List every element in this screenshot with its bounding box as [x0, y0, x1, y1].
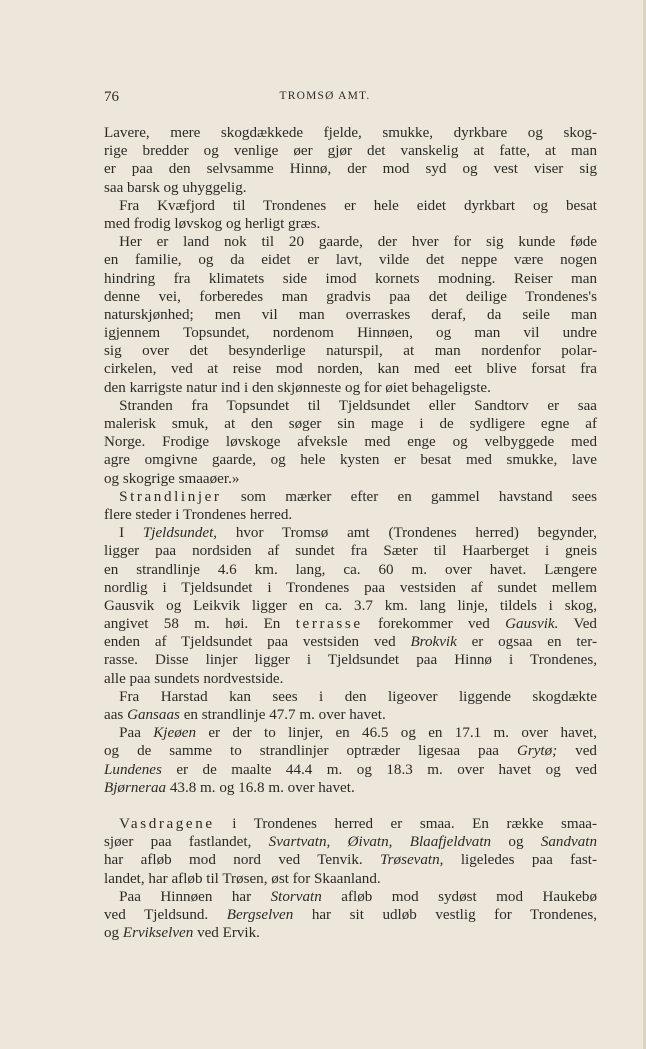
text-line: Paa Hinnøen har Storvatn afløb mod sydøst mod Haukebø: [119, 888, 597, 905]
text-line: Lundenes er de maalte 44.4 m. og 18.3 m. over havet og ved: [104, 761, 597, 778]
text-line: med frodig løvskog og herligt græs.: [104, 215, 321, 232]
text-line: og skogrige smaaøer.»: [104, 470, 240, 487]
running-title: TROMSØ AMT.: [279, 90, 371, 102]
text-line: Strandlinjer som mærker efter en gammel havstand sees: [119, 488, 597, 505]
text-line: naturskjønhed; men vil man overraskes deraf, da seile man: [104, 306, 597, 323]
text-line: landet, har afløb til Trøsen, øst for Skaanland.: [104, 870, 381, 887]
text-line: den karrigste natur ind i den skjønneste og for øiet behageligste.: [104, 379, 491, 396]
text-line: saa barsk og uhyggelig.: [104, 179, 247, 196]
text-line: en familie, og da eidet er lavt, vilde det neppe være nogen: [104, 252, 597, 269]
text-line: Lavere, mere skogdækkede fjelde, smukke, dyrkbare og skog-: [104, 125, 597, 141]
text-line: alle paa sundets nordvestside.: [104, 670, 284, 687]
page-number: 76: [104, 89, 119, 105]
text-line: er paa den selvsamme Hinnø, der mod syd og vest viser sig: [104, 161, 597, 178]
page-header: [104, 89, 546, 109]
text-line: agre omgivne gaarde, og hele kysten er besat med smukke, lave: [104, 452, 597, 469]
text-line: en strandlinje 4.6 km. lang, ca. 60 m. over havet. Længere: [104, 561, 597, 578]
text-line: ved Tjeldsund. Bergselven har sit udløb vestlig for Trondenes,: [104, 906, 597, 923]
text-line: rasse. Disse linjer ligger i Tjeldsundet paa Hinnø i Trondenes,: [104, 652, 597, 669]
text-line: og de samme to strandlinjer optræder ligesaa paa Grytø; ved: [104, 743, 597, 760]
text-line: sig over det besynderlige naturspil, at man nordenfor polar-: [104, 343, 597, 360]
text-line: Vasdragene i Trondenes herred er smaa. En række smaa-: [119, 815, 597, 832]
text-line: Stranden fra Topsundet til Tjeldsundet eller Sandtorv er saa: [119, 397, 597, 414]
body-text: [104, 124, 597, 942]
text-line: angivet 58 m. høi. En terrasse forekommer ved Gausvik. Ved: [104, 616, 597, 633]
text-line: Fra Kvæfjord til Trondenes er hele eidet dyrkbart og besat: [119, 197, 597, 214]
text-line: Norge. Frodige løvskoge afveksle med enge og velbyggede med: [104, 434, 597, 451]
text-line: sjøer paa fastlandet, Svartvatn, Øivatn, Blaafjeldvatn og Sandvatn: [104, 834, 597, 851]
text-line: Fra Harstad kan sees i den ligeover liggende skogdækte: [119, 688, 597, 705]
paragraph-gap: [104, 797, 597, 815]
text-line: malerisk smuk, at den søger sin mage i de sydligere egne af: [104, 416, 597, 432]
text-line: rige bredder og venlige øer gjør det vanskelig at fatte, at man: [104, 143, 597, 160]
text-line: Paa Kjeøen er der to linjer, en 46.5 og en 17.1 m. over havet,: [119, 725, 597, 742]
text-line: Gausvik og Leikvik ligger en ca. 3.7 km. lang linje, tildels i skog,: [104, 597, 597, 614]
text-line: og Ervikselven ved Ervik.: [104, 925, 260, 942]
text-line: ligger paa nordsiden af sundet fra Sæter til Haarberget i gneis: [104, 543, 597, 560]
text-line: har afløb mod nord ved Tenvik. Trøsevatn, ligeledes paa fast-: [104, 852, 597, 869]
text-line: denne vei, forberedes man gradvis paa det deilige Trondenes's: [104, 288, 597, 305]
text-line: hindring fra klimatets side imod kornets modning. Reiser man: [104, 270, 597, 287]
text-line: flere steder i Trondenes herred.: [104, 506, 293, 523]
text-line: enden af Tjeldsundet paa vestsiden ved Brokvik er ogsaa en ter-: [104, 634, 597, 651]
text-line: Bjørneraa 43.8 m. og 16.8 m. over havet.: [104, 779, 355, 796]
text-line: nordlig i Tjeldsundet i Trondenes paa vestsiden af sundet mellem: [104, 579, 597, 596]
text-line: aas Gansaas en strandlinje 47.7 m. over havet.: [104, 707, 386, 723]
text-line: igjennem Topsundet, nordenom Hinnøen, og man vil undre: [104, 325, 597, 342]
text-line: Her er land nok til 20 gaarde, der hver for sig kunde føde: [119, 234, 597, 251]
text-line: I Tjeldsundet, hvor Tromsø amt (Trondenes herred) begynder,: [119, 525, 597, 542]
text-line: cirkelen, ved at reise mod norden, kan med eet blive forsat fra: [104, 361, 597, 378]
